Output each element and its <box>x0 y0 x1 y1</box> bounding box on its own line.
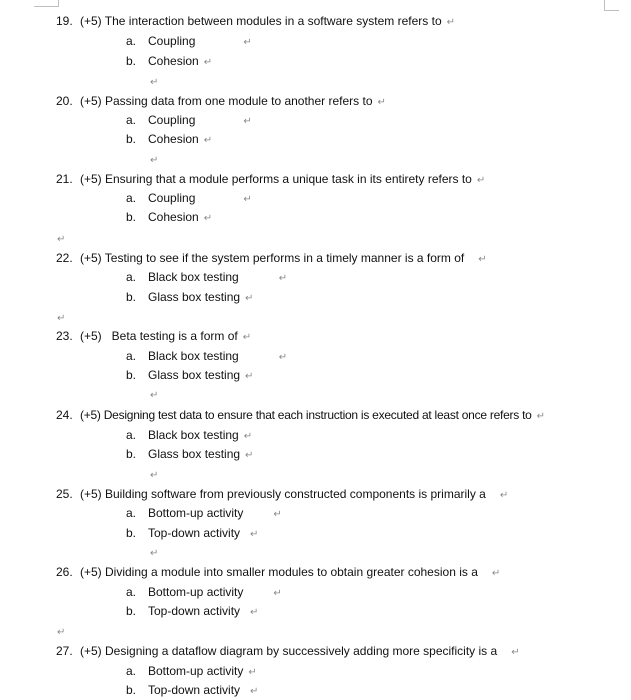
option-letter: b. <box>126 54 137 68</box>
paragraph-mark-icon: ↵ <box>243 194 252 205</box>
paragraph-mark-icon: ↵ <box>273 588 282 599</box>
option-26a <box>126 585 282 601</box>
option-letter: a. <box>126 585 137 599</box>
option-letter: a. <box>126 270 137 284</box>
paragraph-mark-icon: ↵ <box>243 37 252 48</box>
paragraph-mark-icon: ↵ <box>278 352 288 363</box>
empty-paragraph <box>150 152 158 168</box>
option-text: Bottom-up activity <box>148 506 244 520</box>
option-27a <box>126 664 257 680</box>
option-19a <box>126 34 252 50</box>
paragraph-mark-icon: ↵ <box>57 627 66 638</box>
option-text: Bottom-up activity <box>148 585 244 599</box>
question-24 <box>56 408 545 424</box>
question-text: (+5) Building software from previously constructed components is primarily a <box>80 487 486 501</box>
option-letter: a. <box>126 428 137 442</box>
paragraph-mark-icon: ↵ <box>150 390 159 401</box>
option-21a <box>126 191 252 207</box>
paragraph-mark-icon: ↵ <box>203 213 213 224</box>
option-23a <box>126 349 287 365</box>
option-text: Coupling <box>148 34 196 48</box>
question-number: 19. <box>56 14 73 28</box>
question-21 <box>56 172 485 188</box>
option-24b <box>126 447 253 463</box>
paragraph-mark-icon: ↵ <box>150 155 159 166</box>
option-23b <box>126 368 253 384</box>
option-25b <box>126 526 258 542</box>
empty-paragraph <box>150 545 158 561</box>
question-text: (+5) Dividing a module into smaller modules to obtain greater cohesion is a <box>80 565 478 579</box>
question-text: (+5) Designing test data to ensure that each instruction is executed at least once refers to <box>80 408 532 422</box>
empty-paragraph <box>150 467 158 483</box>
option-letter: a. <box>126 113 137 127</box>
question-26 <box>56 565 500 581</box>
option-text: Top-down activity <box>148 526 241 540</box>
paragraph-mark-icon: ↵ <box>150 77 159 88</box>
paragraph-mark-icon: ↵ <box>491 568 501 579</box>
paragraph-mark-icon: ↵ <box>203 135 213 146</box>
option-25a <box>126 506 282 522</box>
option-24a <box>126 428 252 444</box>
question-number: 27. <box>56 644 73 658</box>
option-text: Top-down activity <box>148 683 241 697</box>
paragraph-mark-icon: ↵ <box>242 332 252 343</box>
option-text: Glass box testing <box>148 447 241 461</box>
question-number: 22. <box>56 251 73 265</box>
paragraph-mark-icon: ↵ <box>478 254 487 265</box>
question-text: (+5) Beta testing is a form of <box>80 329 238 343</box>
question-number: 25. <box>56 487 73 501</box>
option-text: Black box testing <box>148 270 239 284</box>
paragraph-mark-icon: ↵ <box>248 667 257 678</box>
option-letter: a. <box>126 34 137 48</box>
option-text: Cohesion <box>148 210 199 224</box>
option-letter: b. <box>126 683 137 697</box>
option-21b <box>126 210 212 226</box>
option-20b <box>126 132 212 148</box>
option-letter: b. <box>126 368 137 382</box>
option-letter: a. <box>126 349 137 363</box>
question-number: 20. <box>56 94 73 108</box>
empty-paragraph <box>150 387 158 403</box>
question-number: 21. <box>56 172 73 186</box>
question-20 <box>56 94 386 110</box>
paragraph-mark-icon: ↵ <box>536 411 545 422</box>
paragraph-mark-icon: ↵ <box>57 234 66 245</box>
question-23 <box>56 329 251 345</box>
crop-mark-left <box>34 0 59 7</box>
option-text: Coupling <box>148 191 196 205</box>
option-text: Bottom-up activity <box>148 664 244 678</box>
question-25 <box>56 487 508 503</box>
empty-paragraph <box>150 74 158 90</box>
question-text: (+5) Designing a dataflow diagram by successively adding more specificity is a <box>80 644 498 658</box>
paragraph-mark-icon: ↵ <box>511 647 520 658</box>
option-26b <box>126 604 258 620</box>
paragraph-mark-icon: ↵ <box>250 686 259 697</box>
option-text: Glass box testing <box>148 368 241 382</box>
option-letter: a. <box>126 191 137 205</box>
paragraph-mark-icon: ↵ <box>446 17 456 28</box>
option-text: Coupling <box>148 113 196 127</box>
question-19 <box>56 14 455 30</box>
paragraph-mark-icon: ↵ <box>150 548 159 559</box>
question-22 <box>56 251 487 267</box>
paragraph-mark-icon: ↵ <box>273 509 282 520</box>
paragraph-mark-icon: ↵ <box>250 529 259 540</box>
question-number: 26. <box>56 565 73 579</box>
paragraph-mark-icon: ↵ <box>245 371 254 382</box>
option-letter: a. <box>126 506 137 520</box>
option-19b <box>126 54 212 70</box>
option-text: Black box testing <box>148 428 239 442</box>
option-text: Top-down activity <box>148 604 241 618</box>
paragraph-mark-icon: ↵ <box>243 116 252 127</box>
question-text: (+5) The interaction between modules in a software system refers to <box>80 14 442 28</box>
option-letter: b. <box>126 132 137 146</box>
option-text: Black box testing <box>148 349 239 363</box>
paragraph-mark-icon: ↵ <box>476 175 486 186</box>
option-text: Cohesion <box>148 132 199 146</box>
paragraph-mark-icon: ↵ <box>499 490 509 501</box>
option-letter: b. <box>126 290 137 304</box>
paragraph-mark-icon: ↵ <box>245 450 254 461</box>
paragraph-mark-icon: ↵ <box>250 607 259 618</box>
option-text: Glass box testing <box>148 290 241 304</box>
paragraph-mark-icon: ↵ <box>150 470 159 481</box>
empty-paragraph <box>57 231 65 247</box>
question-number: 23. <box>56 329 73 343</box>
empty-paragraph <box>57 310 65 326</box>
option-27b <box>126 683 258 699</box>
paragraph-mark-icon: ↵ <box>203 57 213 68</box>
paragraph-mark-icon: ↵ <box>245 293 254 304</box>
paragraph-mark-icon: ↵ <box>57 313 66 324</box>
option-letter: a. <box>126 664 137 678</box>
question-text: (+5) Testing to see if the system performs in a timely manner is a form of <box>80 251 465 265</box>
option-22b <box>126 290 253 306</box>
question-number: 24. <box>56 408 73 422</box>
option-22a <box>126 270 287 286</box>
option-20a <box>126 113 252 129</box>
paragraph-mark-icon: ↵ <box>243 431 253 442</box>
question-text: (+5) Ensuring that a module performs a unique task in its entirety refers to <box>80 172 472 186</box>
option-text: Cohesion <box>148 54 199 68</box>
option-letter: b. <box>126 447 137 461</box>
question-27 <box>56 644 520 660</box>
option-letter: b. <box>126 210 137 224</box>
question-text: (+5) Passing data from one module to another refers to <box>80 94 373 108</box>
crop-mark-right <box>604 0 619 11</box>
empty-paragraph <box>57 624 65 640</box>
option-letter: b. <box>126 604 137 618</box>
option-letter: b. <box>126 526 137 540</box>
paragraph-mark-icon: ↵ <box>377 97 386 108</box>
paragraph-mark-icon: ↵ <box>278 273 288 284</box>
